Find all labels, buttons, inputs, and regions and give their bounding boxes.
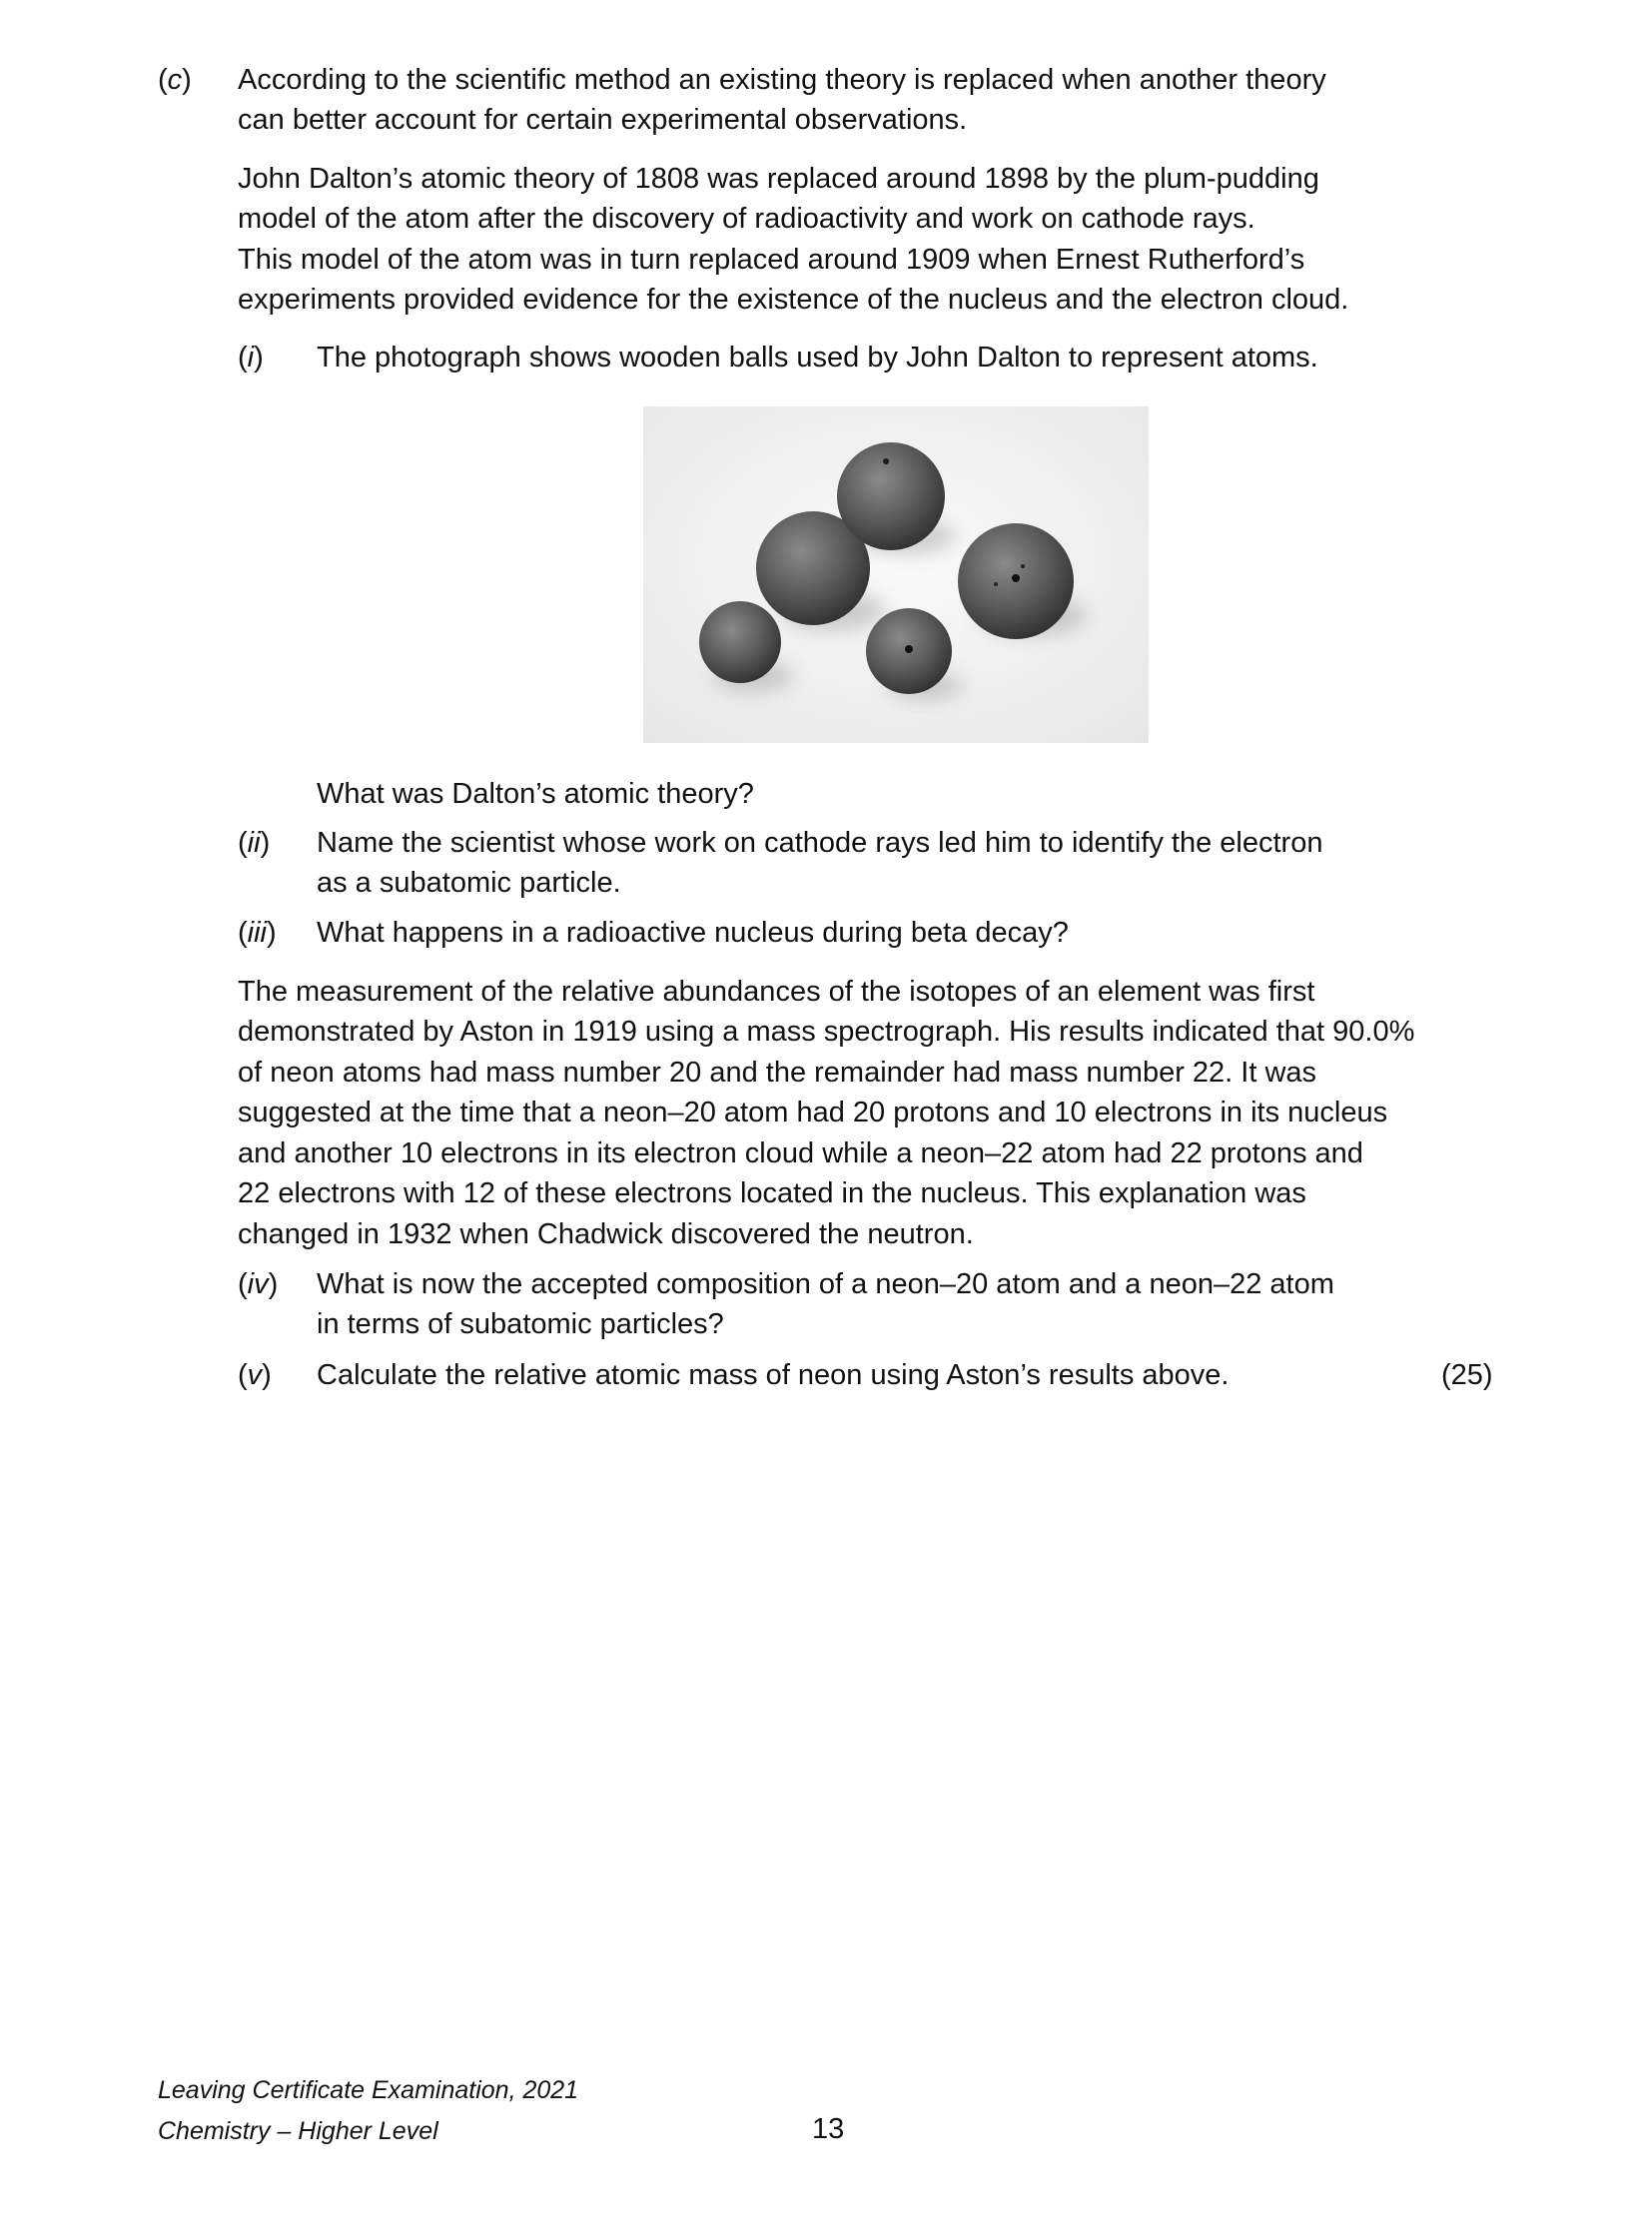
q-iii-label: (iii) — [238, 917, 277, 949]
para2-line-1: The measurement of the relative abundances of the isotopes of an element was first — [238, 976, 1315, 1008]
marks-label: (25) — [1441, 1359, 1493, 1391]
para2-line-5: and another 10 electrons in its electron cloud while a neon–22 atom had 22 protons and — [238, 1137, 1363, 1169]
intro-line-1: According to the scientific method an existing theory is replaced when another theory — [238, 64, 1326, 96]
q-ii-label: (ii) — [238, 827, 271, 859]
para2-line-6: 22 electrons with 12 of these electrons located in the nucleus. This explanation was — [238, 1177, 1306, 1209]
para1-line-3: This model of the atom was in turn replaced around 1909 when Ernest Rutherford’s — [238, 244, 1305, 276]
q-i-question: What was Dalton’s atomic theory? — [317, 778, 754, 810]
q-i-text: The photograph shows wooden balls used by John Dalton to represent atoms. — [317, 342, 1318, 373]
q-ii-line-1: Name the scientist whose work on cathode rays led him to identify the electron — [317, 827, 1323, 859]
para2-line-3: of neon atoms had mass number 20 and the remainder had mass number 22. It was — [238, 1057, 1317, 1089]
para1-line-1: John Dalton’s atomic theory of 1808 was replaced around 1898 by the plum-pudding — [238, 163, 1319, 195]
para2-line-7: changed in 1932 when Chadwick discovered the neutron. — [238, 1218, 974, 1250]
para1-line-4: experiments provided evidence for the existence of the nucleus and the electron cloud. — [238, 284, 1349, 316]
q-iv-line-2: in terms of subatomic particles? — [317, 1308, 724, 1340]
q-iv-line-1: What is now the accepted composition of a neon–20 atom and a neon–22 atom — [317, 1268, 1334, 1300]
q-v-label: (v) — [238, 1359, 272, 1391]
part-c-label: (c) — [158, 64, 192, 96]
q-v-text: Calculate the relative atomic mass of neon using Aston’s results above. — [317, 1359, 1230, 1391]
dalton-wooden-balls-photo — [643, 406, 1149, 743]
para2-line-4: suggested at the time that a neon–20 atom had 20 protons and 10 electrons in its nucleus — [238, 1097, 1388, 1128]
intro-line-2: can better account for certain experimental observations. — [238, 104, 968, 136]
para1-line-2: model of the atom after the discovery of radioactivity and work on cathode rays. — [238, 203, 1255, 235]
q-ii-line-2: as a subatomic particle. — [317, 867, 621, 899]
footer-exam: Leaving Certificate Examination, 2021 — [158, 2076, 579, 2104]
page-number: 13 — [812, 2113, 845, 2145]
para2-line-2: demonstrated by Aston in 1919 using a mass spectrograph. His results indicated that 90.0% — [238, 1016, 1415, 1048]
q-i-label: (i) — [238, 342, 264, 373]
q-iii-text: What happens in a radioactive nucleus during beta decay? — [317, 917, 1069, 949]
footer-subject: Chemistry – Higher Level — [158, 2117, 438, 2145]
q-iv-label: (iv) — [238, 1268, 279, 1300]
